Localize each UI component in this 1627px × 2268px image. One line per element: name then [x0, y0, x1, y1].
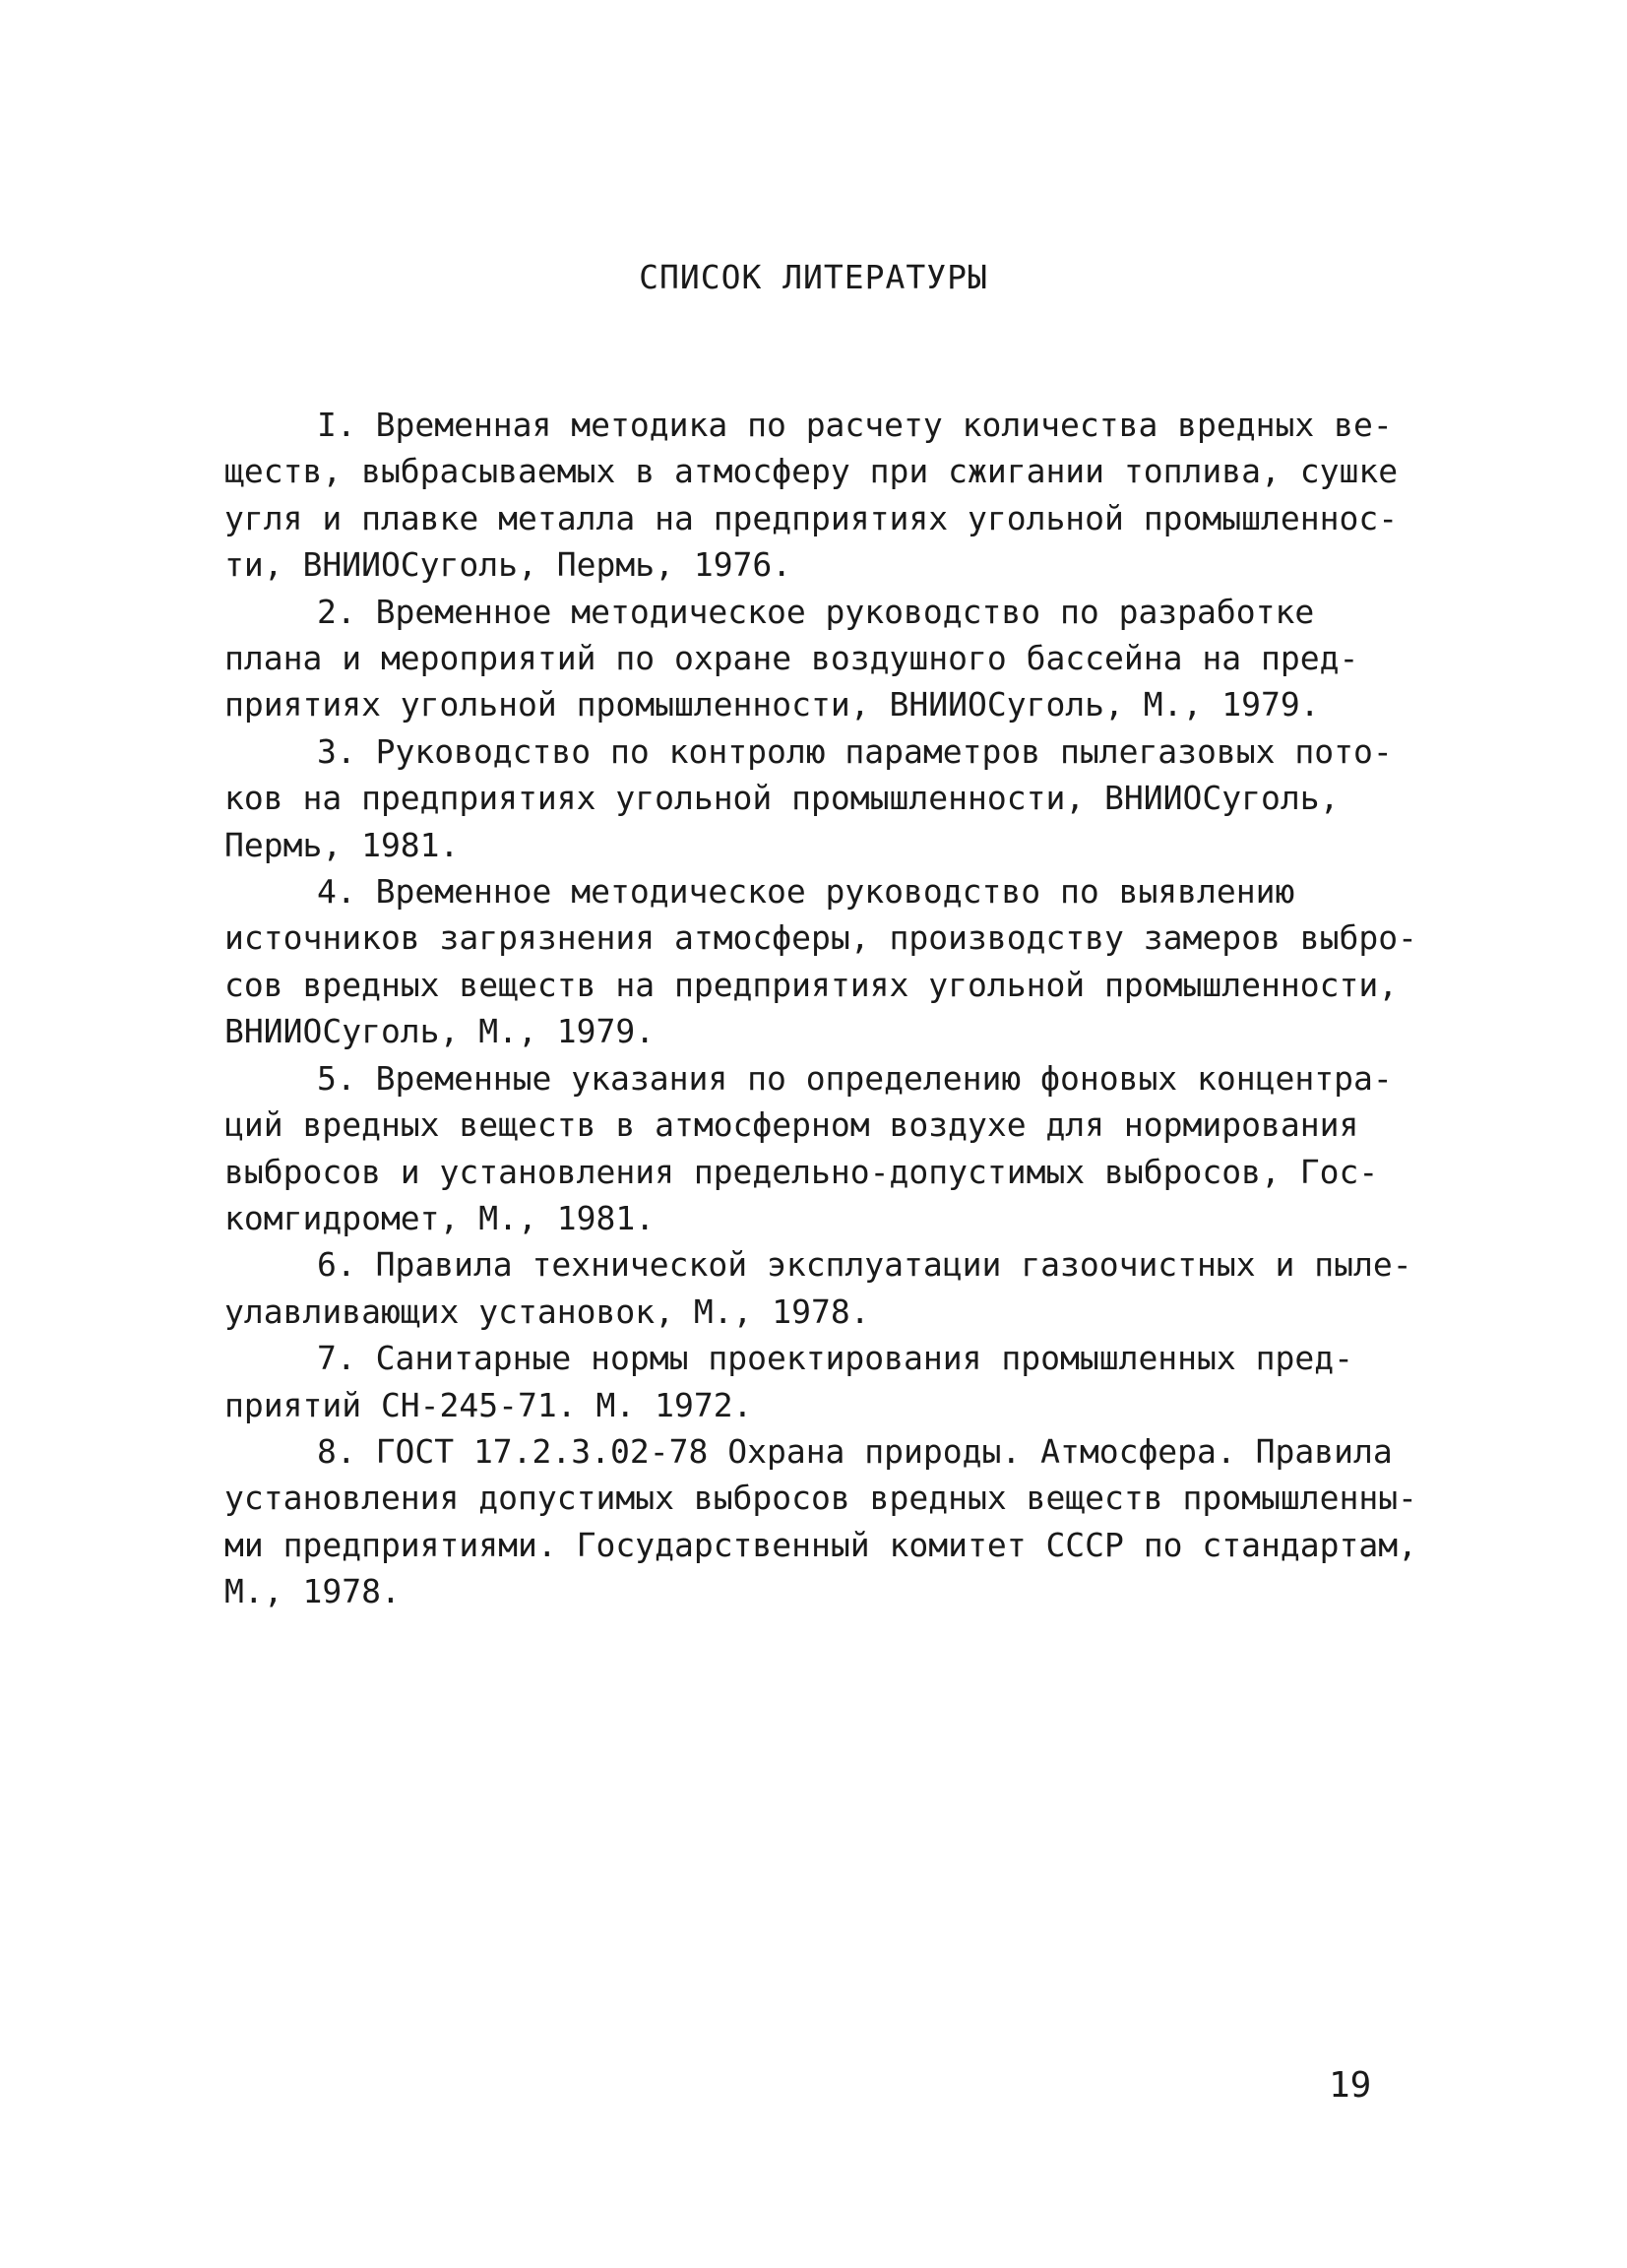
reference-line: Пермь, 1981.	[224, 825, 460, 864]
reference-item-1	[224, 402, 1406, 589]
reference-line: ми предприятиями. Государственный комитет СССР по стандартам,	[224, 1525, 1417, 1564]
reference-line: выбросов и установления предельно-допустимых выбросов, Гос-	[224, 1152, 1379, 1191]
reference-line: I. Временная методика по расчету количества вредных ве-	[317, 406, 1393, 444]
reference-item-4	[224, 868, 1417, 1055]
reference-line: установления допустимых выбросов вредных веществ промышленны-	[224, 1479, 1417, 1518]
reference-line: улавливающих установок, М., 1978.	[224, 1292, 870, 1331]
reference-item-5	[224, 1055, 1406, 1242]
reference-line: сов вредных веществ на предприятиях угольной промышленности,	[224, 965, 1399, 1004]
reference-item-2	[224, 589, 1406, 728]
reference-line: 3. Руководство по контролю параметров пылегазовых пото-	[317, 731, 1393, 771]
reference-item-7	[224, 1335, 1406, 1428]
reference-line: ков на предприятиях угольной промышленности, ВНИИОСуголь,	[224, 779, 1340, 818]
reference-line: ти, ВНИИОСуголь, Пермь, 1976.	[224, 545, 792, 585]
reference-line: плана и мероприятий по охране воздушного бассейна на пред-	[224, 639, 1359, 678]
reference-item-8	[224, 1428, 1417, 1615]
reference-line: 8. ГОСТ 17.2.3.02-78 Охрана природы. Атмосфера. Правила	[317, 1431, 1393, 1471]
reference-line: М., 1978.	[224, 1572, 401, 1611]
reference-line: угля и плавке металла на предприятиях угольной промышленнос-	[224, 498, 1399, 537]
reference-line: приятий СН-245-71. М. 1972.	[224, 1385, 753, 1424]
reference-line: приятиях угольной промышленности, ВНИИОСуголь, М., 1979.	[224, 685, 1320, 724]
page-title: СПИСОК ЛИТЕРАТУРЫ	[639, 258, 988, 296]
reference-line: 6. Правила технической эксплуатации газоочистных и пыле-	[317, 1245, 1412, 1285]
reference-list	[224, 402, 1417, 1615]
reference-line: ВНИИОСуголь, М., 1979.	[224, 1012, 656, 1051]
reference-line: 2. Временное методическое руководство по разработке	[317, 592, 1315, 631]
reference-line: ций вредных веществ в атмосферном воздухе для нормирования	[224, 1105, 1359, 1145]
page-number: 19	[1329, 2065, 1372, 2106]
reference-line: источников загрязнения атмосферы, производству замеров выбро-	[224, 918, 1417, 958]
reference-line: комгидромет, М., 1981.	[224, 1198, 656, 1237]
reference-line: 7. Санитарные нормы проектирования промышленных пред-	[317, 1339, 1353, 1378]
reference-item-3	[224, 728, 1406, 868]
reference-line: 5. Временные указания по определению фоновых концентра-	[317, 1058, 1393, 1098]
reference-item-6	[224, 1241, 1412, 1335]
reference-line: ществ, выбрасываемых в атмосферу при сжигании топлива, сушке	[224, 452, 1399, 491]
reference-line: 4. Временное методическое руководство по выявлению	[317, 872, 1295, 912]
